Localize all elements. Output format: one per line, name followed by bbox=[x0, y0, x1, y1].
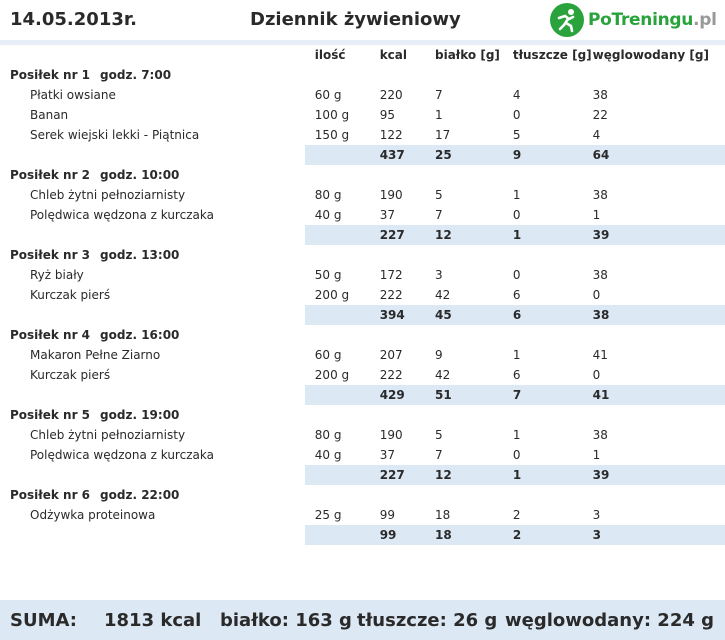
food-kcal: 95 bbox=[379, 108, 395, 122]
food-name: Banan bbox=[30, 108, 69, 122]
meal-total-carbs: 39 bbox=[593, 225, 725, 245]
food-name: Kurczak pierś bbox=[30, 288, 111, 302]
meal-header bbox=[0, 245, 725, 265]
food-protein: 42 bbox=[435, 288, 451, 302]
meal-header bbox=[0, 65, 725, 85]
food-fat: 1 bbox=[512, 428, 521, 442]
meal-total-protein: 12 bbox=[435, 465, 513, 485]
meal-header bbox=[0, 485, 725, 505]
food-kcal: 222 bbox=[379, 368, 403, 382]
food-qty: 150 g bbox=[314, 128, 350, 142]
meal-total-kcal: 394 bbox=[380, 305, 435, 325]
food-qty: 25 g bbox=[314, 508, 342, 522]
meal-total-qty bbox=[305, 305, 380, 325]
diary-date: 14.05.2013r. bbox=[10, 9, 138, 30]
food-fat: 4 bbox=[512, 88, 521, 102]
summary-kcal: 1813 kcal bbox=[104, 610, 202, 631]
food-fat: 0 bbox=[512, 448, 521, 462]
food-item-row bbox=[0, 285, 725, 305]
food-protein: 5 bbox=[435, 428, 443, 442]
column-header-kcal: kcal bbox=[379, 48, 407, 62]
food-protein: 7 bbox=[435, 88, 443, 102]
food-carbs: 0 bbox=[592, 368, 601, 382]
food-item-row bbox=[0, 105, 725, 125]
food-qty: 80 g bbox=[314, 428, 342, 442]
meal-total-fat: 2 bbox=[513, 525, 593, 545]
summary-carbs: węglowodany: 224 g bbox=[505, 610, 715, 631]
summary-protein: białko: 163 g bbox=[220, 610, 352, 631]
food-protein: 1 bbox=[435, 108, 443, 122]
food-fat: 0 bbox=[512, 108, 521, 122]
food-name: Polędwica wędzona z kurczaka bbox=[30, 448, 214, 462]
meal-header bbox=[0, 325, 725, 345]
page-title: Dziennik żywieniowy bbox=[250, 9, 461, 30]
meal-total-row bbox=[0, 385, 725, 405]
meal-total-protein: 45 bbox=[435, 305, 513, 325]
food-kcal: 190 bbox=[379, 188, 403, 202]
meal-total-qty bbox=[305, 525, 380, 545]
food-fat: 0 bbox=[512, 268, 521, 282]
food-protein: 42 bbox=[435, 368, 451, 382]
food-name: Kurczak pierś bbox=[30, 368, 111, 382]
food-carbs: 41 bbox=[592, 348, 608, 362]
food-kcal: 207 bbox=[379, 348, 403, 362]
food-fat: 5 bbox=[512, 128, 521, 142]
food-protein: 3 bbox=[435, 268, 443, 282]
food-carbs: 38 bbox=[592, 268, 608, 282]
meal-total-row bbox=[0, 145, 725, 165]
food-protein: 7 bbox=[435, 208, 443, 222]
meal-total-row bbox=[0, 465, 725, 485]
meal-header-row bbox=[0, 325, 725, 345]
food-kcal: 99 bbox=[379, 508, 395, 522]
meal-total-row bbox=[0, 305, 725, 325]
meal-total-fat: 9 bbox=[513, 145, 593, 165]
food-name: Chleb żytni pełnoziarnisty bbox=[30, 428, 186, 442]
meal-label: Posiłek nr 5 bbox=[10, 408, 91, 422]
meal-time: godz. 19:00 bbox=[100, 408, 180, 422]
food-name: Płatki owsiane bbox=[30, 88, 116, 102]
meal-header-row bbox=[0, 165, 725, 185]
logo-brand: PoTreningu bbox=[588, 10, 694, 30]
meal-total-fat: 7 bbox=[513, 385, 593, 405]
food-kcal: 222 bbox=[379, 288, 403, 302]
meal-total-spacer bbox=[0, 385, 305, 405]
meal-time: godz. 16:00 bbox=[100, 328, 180, 342]
meal-total-spacer bbox=[0, 465, 305, 485]
food-qty: 200 g bbox=[314, 368, 350, 382]
meal-label: Posiłek nr 4 bbox=[10, 328, 91, 342]
food-qty: 200 g bbox=[314, 288, 350, 302]
food-fat: 1 bbox=[512, 348, 521, 362]
daily-summary-bar bbox=[0, 600, 725, 640]
meal-total-kcal: 429 bbox=[380, 385, 435, 405]
meal-label: Posiłek nr 2 bbox=[10, 168, 91, 182]
food-carbs: 38 bbox=[592, 88, 608, 102]
meal-total-kcal: 227 bbox=[380, 225, 435, 245]
meal-total-protein: 51 bbox=[435, 385, 513, 405]
meal-total-fat: 1 bbox=[513, 465, 593, 485]
food-fat: 0 bbox=[512, 208, 521, 222]
food-name: Serek wiejski lekki - Piątnica bbox=[30, 128, 200, 142]
summary-fat: tłuszcze: 26 g bbox=[357, 610, 498, 631]
meal-time: godz. 7:00 bbox=[100, 68, 172, 82]
meal-total-carbs: 3 bbox=[593, 525, 725, 545]
column-header-protein: białko [g] bbox=[435, 48, 500, 62]
food-carbs: 22 bbox=[592, 108, 608, 122]
food-qty: 60 g bbox=[314, 348, 342, 362]
food-item-row bbox=[0, 505, 725, 525]
meal-total-spacer bbox=[0, 145, 305, 165]
logo-tld: .pl bbox=[693, 10, 717, 30]
food-qty: 40 g bbox=[314, 448, 342, 462]
meal-total-kcal: 99 bbox=[380, 525, 435, 545]
food-name: Makaron Pełne Ziarno bbox=[30, 348, 161, 362]
meal-time: godz. 22:00 bbox=[100, 488, 180, 502]
food-fat: 2 bbox=[512, 508, 521, 522]
meal-label: Posiłek nr 6 bbox=[10, 488, 91, 502]
food-name: Chleb żytni pełnoziarnisty bbox=[30, 188, 186, 202]
food-fat: 1 bbox=[512, 188, 521, 202]
meal-total-kcal: 437 bbox=[380, 145, 435, 165]
food-carbs: 3 bbox=[592, 508, 601, 522]
meal-label: Posiłek nr 3 bbox=[10, 248, 91, 262]
food-protein: 7 bbox=[435, 448, 443, 462]
logo-text bbox=[588, 10, 717, 30]
column-header-name bbox=[0, 45, 305, 65]
food-kcal: 122 bbox=[379, 128, 403, 142]
header bbox=[0, 0, 725, 40]
meal-header bbox=[0, 405, 725, 425]
food-item-row bbox=[0, 125, 725, 145]
food-name: Odżywka proteinowa bbox=[30, 508, 156, 522]
column-header-row bbox=[0, 45, 725, 65]
food-qty: 40 g bbox=[314, 208, 342, 222]
column-header-carbs: węglowodany [g] bbox=[592, 48, 709, 62]
food-qty: 50 g bbox=[314, 268, 342, 282]
meal-header-row bbox=[0, 485, 725, 505]
meal-time: godz. 10:00 bbox=[100, 168, 180, 182]
food-item-row bbox=[0, 425, 725, 445]
meal-total-kcal: 227 bbox=[380, 465, 435, 485]
food-carbs: 4 bbox=[592, 128, 601, 142]
food-item-row bbox=[0, 205, 725, 225]
food-fat: 6 bbox=[512, 368, 521, 382]
meal-total-qty bbox=[305, 385, 380, 405]
meal-header bbox=[0, 165, 725, 185]
food-protein: 5 bbox=[435, 188, 443, 202]
meal-total-qty bbox=[305, 225, 380, 245]
meal-total-fat: 6 bbox=[513, 305, 593, 325]
meal-total-spacer bbox=[0, 305, 305, 325]
meal-total-carbs: 39 bbox=[593, 465, 725, 485]
food-qty: 60 g bbox=[314, 88, 342, 102]
food-item-row bbox=[0, 365, 725, 385]
food-kcal: 190 bbox=[379, 428, 403, 442]
meal-total-row bbox=[0, 225, 725, 245]
meal-total-spacer bbox=[0, 525, 305, 545]
food-protein: 9 bbox=[435, 348, 443, 362]
food-name: Ryż biały bbox=[30, 268, 84, 282]
meal-total-protein: 18 bbox=[435, 525, 513, 545]
food-protein: 18 bbox=[435, 508, 451, 522]
nutrition-table bbox=[0, 45, 725, 545]
food-kcal: 220 bbox=[379, 88, 403, 102]
food-qty: 100 g bbox=[314, 108, 350, 122]
meal-total-qty bbox=[305, 465, 380, 485]
runner-icon bbox=[550, 3, 584, 37]
column-header-qty: ilość bbox=[314, 48, 346, 62]
meal-header-row bbox=[0, 245, 725, 265]
food-item-row bbox=[0, 185, 725, 205]
meal-total-carbs: 38 bbox=[593, 305, 725, 325]
meal-total-carbs: 64 bbox=[593, 145, 725, 165]
food-protein: 17 bbox=[435, 128, 451, 142]
food-carbs: 38 bbox=[592, 188, 608, 202]
potreningu-logo[interactable] bbox=[550, 3, 717, 37]
food-qty: 80 g bbox=[314, 188, 342, 202]
meal-total-spacer bbox=[0, 225, 305, 245]
food-carbs: 38 bbox=[592, 428, 608, 442]
food-item-row bbox=[0, 265, 725, 285]
meal-label: Posiłek nr 1 bbox=[10, 68, 91, 82]
meal-header-row bbox=[0, 65, 725, 85]
food-item-row bbox=[0, 345, 725, 365]
meal-total-protein: 25 bbox=[435, 145, 513, 165]
meal-total-protein: 12 bbox=[435, 225, 513, 245]
food-kcal: 37 bbox=[379, 448, 395, 462]
meal-total-row bbox=[0, 525, 725, 545]
column-header-fat: tłuszcze [g] bbox=[512, 48, 592, 62]
food-kcal: 172 bbox=[379, 268, 403, 282]
food-fat: 6 bbox=[512, 288, 521, 302]
food-kcal: 37 bbox=[379, 208, 395, 222]
food-name: Polędwica wędzona z kurczaka bbox=[30, 208, 214, 222]
food-item-row bbox=[0, 445, 725, 465]
food-item-row bbox=[0, 85, 725, 105]
meal-total-fat: 1 bbox=[513, 225, 593, 245]
food-carbs: 1 bbox=[592, 448, 601, 462]
food-carbs: 0 bbox=[592, 288, 601, 302]
meal-total-carbs: 41 bbox=[593, 385, 725, 405]
food-carbs: 1 bbox=[592, 208, 601, 222]
meal-time: godz. 13:00 bbox=[100, 248, 180, 262]
meal-total-qty bbox=[305, 145, 380, 165]
meal-header-row bbox=[0, 405, 725, 425]
summary-label: SUMA: bbox=[10, 610, 77, 631]
